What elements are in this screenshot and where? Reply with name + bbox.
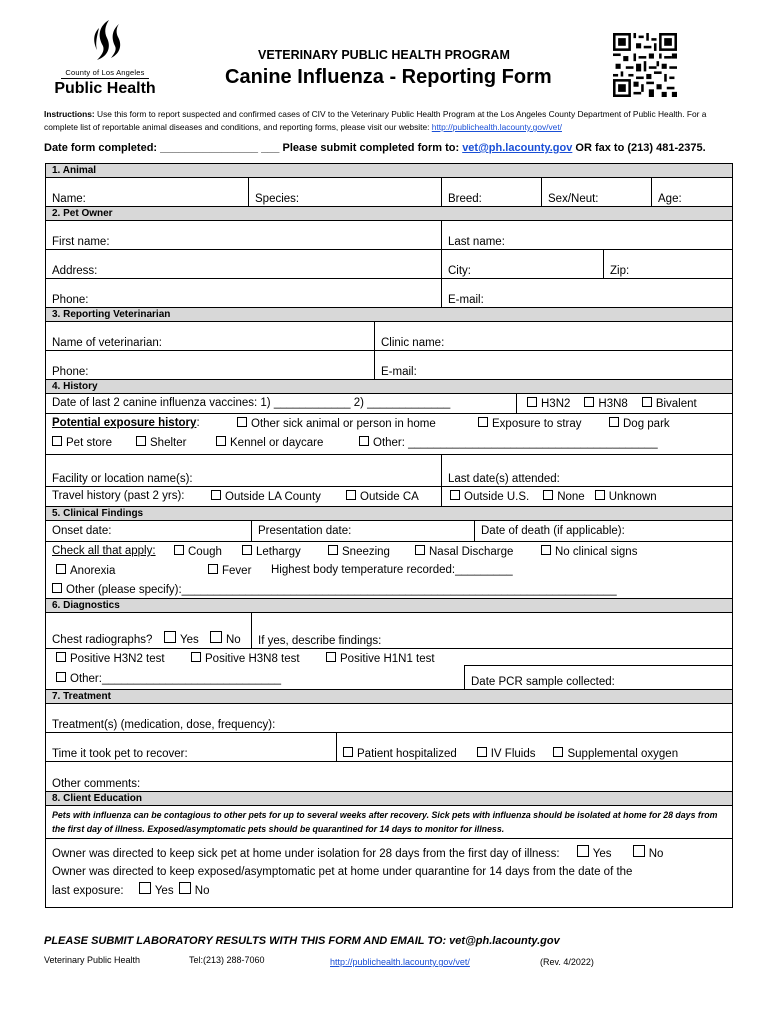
outside-ca-checkbox[interactable]: Outside CA bbox=[346, 490, 419, 503]
chest-radiographs-label: Chest radiographs? bbox=[52, 634, 153, 646]
instructions: Instructions: Use this form to report suspected and confirmed cases of CIV to the Veterinary Public Health Program at the Los Angeles County Department of Public Health. For a complete list of reportable animal diseases and conditions, and reporting forms, please visit our website: http://publichealth.lacounty.gov/vet/ bbox=[44, 109, 707, 132]
treatments-field[interactable]: Treatment(s) (medication, dose, frequency): bbox=[52, 719, 276, 731]
exposed-quarantine-text: Owner was directed to keep exposed/asymptomatic pet at home under quarantine for 14 days from the date of the bbox=[52, 866, 633, 878]
species-field[interactable]: Species: bbox=[248, 178, 441, 206]
checkbox-icon[interactable] bbox=[527, 397, 537, 407]
form-title: Canine Influenza - Reporting Form bbox=[225, 66, 552, 88]
vet-email-field[interactable]: E-mail: bbox=[374, 351, 732, 379]
no-clinical-signs-checkbox[interactable]: No clinical signs bbox=[541, 545, 637, 558]
kennel-checkbox[interactable]: Kennel or daycare bbox=[216, 436, 323, 449]
sex-neut-field[interactable]: Sex/Neut: bbox=[541, 178, 651, 206]
program-name: VETERINARY PUBLIC HEALTH PROGRAM bbox=[258, 48, 510, 62]
isolation-no-checkbox[interactable]: No bbox=[633, 848, 664, 860]
positive-h3n2-checkbox[interactable]: Positive H3N2 test bbox=[56, 652, 165, 665]
pet-store-checkbox[interactable]: Pet store bbox=[52, 436, 112, 449]
checkbox-icon[interactable] bbox=[642, 397, 652, 407]
county-logo bbox=[50, 18, 160, 100]
dog-park-checkbox[interactable]: Dog park bbox=[609, 417, 670, 430]
submit-email-link[interactable]: vet@ph.lacounty.gov bbox=[462, 142, 573, 154]
date-completed-label[interactable]: Date form completed: ________________ ___ bbox=[44, 142, 280, 154]
section-history: 4. History bbox=[46, 380, 732, 394]
breed-field[interactable]: Breed: bbox=[441, 178, 541, 206]
radiographs-yes-checkbox[interactable]: Yes bbox=[164, 631, 199, 646]
footer-revision: (Rev. 4/2022) bbox=[540, 957, 594, 967]
other-exposure-field[interactable]: Other: _______________________________________ bbox=[359, 436, 658, 449]
onset-date-field[interactable]: Onset date: bbox=[52, 525, 112, 537]
section-treatment: 7. Treatment bbox=[46, 690, 732, 704]
owner-email-field[interactable]: E-mail: bbox=[441, 279, 732, 307]
section-clinical-findings: 5. Clinical Findings bbox=[46, 507, 732, 521]
owner-first-name-field[interactable]: First name: bbox=[52, 236, 110, 248]
county-name: County of Los Angeles bbox=[61, 68, 148, 79]
other-comments-field[interactable]: Other comments: bbox=[52, 778, 141, 790]
qr-code-icon bbox=[613, 33, 677, 97]
section-client-education: 8. Client Education bbox=[46, 792, 732, 806]
h3n2-vaccine-checkbox[interactable]: H3N2 bbox=[527, 397, 570, 410]
iv-fluids-checkbox[interactable]: IV Fluids bbox=[477, 747, 536, 760]
quarantine-yes-checkbox[interactable]: Yes bbox=[139, 885, 174, 897]
positive-h3n8-checkbox[interactable]: Positive H3N8 test bbox=[191, 652, 300, 665]
pcr-date-field[interactable]: Date PCR sample collected: bbox=[464, 665, 732, 689]
sneezing-checkbox[interactable]: Sneezing bbox=[328, 545, 390, 558]
animal-name-field[interactable]: Name: bbox=[52, 193, 86, 205]
nasal-discharge-checkbox[interactable]: Nasal Discharge bbox=[415, 545, 513, 558]
outside-us-checkbox[interactable]: Outside U.S. bbox=[450, 490, 529, 503]
education-note: Pets with influenza can be contagious to other pets for up to several weeks after recovery. Sick pets with influenza should be isolated at home for 28 days from the first day of illness. Exposed/asymptomatic pets should be quarantined for 14 days to monitor for illness. bbox=[46, 806, 732, 839]
owner-zip-field[interactable]: Zip: bbox=[603, 250, 732, 278]
recovery-time-field[interactable]: Time it took pet to recover: bbox=[52, 748, 188, 760]
anorexia-checkbox[interactable]: Anorexia bbox=[56, 564, 115, 577]
clinic-name-field[interactable]: Clinic name: bbox=[374, 322, 732, 350]
outside-la-checkbox[interactable]: Outside LA County bbox=[211, 490, 321, 503]
department-name: Public Health bbox=[54, 80, 156, 97]
other-test-field[interactable]: Other:____________________________ bbox=[56, 672, 281, 685]
section-animal: 1. Animal bbox=[46, 164, 732, 178]
check-all-label: Check all that apply: bbox=[52, 545, 156, 557]
sick-isolation-text: Owner was directed to keep sick pet at home under isolation for 28 days from the first day of illness: bbox=[52, 848, 560, 860]
owner-address-field[interactable]: Address: bbox=[52, 265, 98, 277]
footer-website-link[interactable]: http://publichealth.lacounty.gov/vet/ bbox=[330, 957, 470, 967]
other-signs-field[interactable]: Other (please specify):____________________________________________________________________ bbox=[52, 583, 617, 596]
fever-checkbox[interactable]: Fever bbox=[208, 564, 251, 577]
stray-exposure-checkbox[interactable]: Exposure to stray bbox=[478, 417, 581, 430]
radiographs-no-checkbox[interactable]: No bbox=[210, 631, 241, 646]
exposure-history-label: Potential exposure history: bbox=[52, 417, 200, 429]
vet-name-field[interactable]: Name of veterinarian: bbox=[52, 337, 162, 349]
positive-h1n1-checkbox[interactable]: Positive H1N1 test bbox=[326, 652, 435, 665]
sick-animal-checkbox[interactable]: Other sick animal or person in home bbox=[237, 417, 436, 430]
submit-line: Date form completed: ________________ ___ Please submit completed form to: vet@ph.lacounty.gov OR fax to (213) 481-2375. bbox=[44, 142, 706, 154]
checkbox-icon[interactable] bbox=[584, 397, 594, 407]
lethargy-checkbox[interactable]: Lethargy bbox=[242, 545, 301, 558]
radiograph-findings-field[interactable]: If yes, describe findings: bbox=[251, 613, 732, 648]
section-diagnostics: 6. Diagnostics bbox=[46, 599, 732, 613]
owner-phone-field[interactable]: Phone: bbox=[52, 294, 89, 306]
h3n8-vaccine-checkbox[interactable]: H3N8 bbox=[584, 397, 627, 410]
cough-checkbox[interactable]: Cough bbox=[174, 545, 222, 558]
facility-name-field[interactable]: Facility or location name(s): bbox=[52, 473, 193, 485]
supplemental-oxygen-checkbox[interactable]: Supplemental oxygen bbox=[553, 747, 678, 760]
highest-temperature-field[interactable]: Highest body temperature recorded:_________ bbox=[271, 564, 513, 576]
owner-last-name-field[interactable]: Last name: bbox=[441, 221, 732, 249]
last-date-attended-field[interactable]: Last date(s) attended: bbox=[441, 455, 732, 486]
footer-program: Veterinary Public Health bbox=[44, 955, 141, 965]
age-field[interactable]: Age: bbox=[651, 178, 732, 206]
footer-telephone: Tel:(213) 288-7060 bbox=[189, 955, 265, 965]
shelter-checkbox[interactable]: Shelter bbox=[136, 436, 186, 449]
hospitalized-checkbox[interactable]: Patient hospitalized bbox=[343, 747, 457, 760]
death-date-field[interactable]: Date of death (if applicable): bbox=[474, 521, 732, 541]
owner-city-field[interactable]: City: bbox=[441, 250, 603, 278]
bivalent-vaccine-checkbox[interactable]: Bivalent bbox=[642, 397, 697, 410]
reporting-form bbox=[45, 163, 733, 908]
last-exposure-label: last exposure: bbox=[52, 885, 124, 897]
presentation-date-field[interactable]: Presentation date: bbox=[251, 521, 474, 541]
isolation-yes-checkbox[interactable]: Yes bbox=[577, 848, 612, 860]
travel-history-label: Travel history (past 2 yrs): bbox=[52, 490, 185, 502]
flame-logo-icon bbox=[85, 18, 125, 62]
section-pet-owner: 2. Pet Owner bbox=[46, 207, 732, 221]
lab-results-notice: PLEASE SUBMIT LABORATORY RESULTS WITH THIS FORM AND EMAIL TO: vet@ph.lacounty.gov bbox=[44, 935, 560, 947]
travel-unknown-checkbox[interactable]: Unknown bbox=[595, 490, 657, 503]
website-link[interactable]: http://publichealth.lacounty.gov/vet/ bbox=[431, 122, 562, 132]
quarantine-no-checkbox[interactable]: No bbox=[179, 885, 210, 897]
vaccine-dates-field[interactable]: Date of last 2 canine influenza vaccines: 1) ____________ 2) _____________ bbox=[52, 397, 451, 409]
section-reporting-vet: 3. Reporting Veterinarian bbox=[46, 308, 732, 322]
travel-none-checkbox[interactable]: None bbox=[543, 490, 585, 503]
vet-phone-field[interactable]: Phone: bbox=[52, 366, 89, 378]
